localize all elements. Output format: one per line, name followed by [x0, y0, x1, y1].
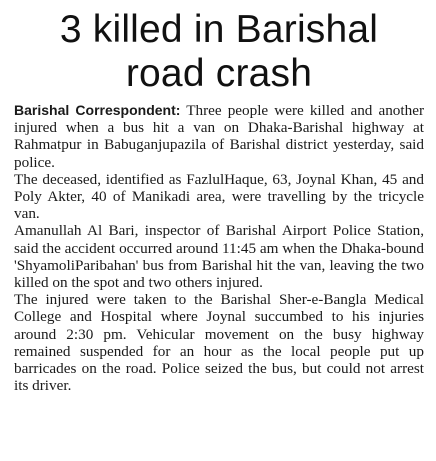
headline-line-1: 3 killed in Barishal	[59, 8, 379, 51]
paragraph-3: Amanullah Al Bari, inspector of Barishal Airport Police Station, said the accident occurred around 11:45 am when the Dhaka-bound 'ShyamoliParibahan' bus from Barishal hit the van, leaving the two killed on the spot and two others injured.	[14, 222, 424, 292]
headline	[14, 8, 424, 96]
paragraph-4: The injured were taken to the Barishal Sher-e-Bangla Medical College and Hospital where Joynal succumbed to his injuries around 2:30 pm. Vehicular movement on the busy highway remained suspended for an hour as the local people put up barricades on the road. Police seized the bus, but could not arrest its driver.	[14, 291, 424, 395]
article-body	[14, 102, 424, 394]
paragraph-2: The deceased, identified as FazlulHaque, 63, Joynal Khan, 45 and Poly Akter, 40 of Manikadi area, were travelling by the tricycle van.	[14, 170, 424, 223]
paragraph-1	[14, 102, 424, 171]
dateline: Barishal Correspondent:	[14, 102, 181, 118]
headline-line-2: road crash	[125, 52, 313, 95]
news-article	[14, 0, 424, 394]
paragraph-1-text: Three people were killed and another injured when a bus hit a van on Dhaka-Barishal highway at Rahmatpur in Babuganjupazila of Barishal district yesterday, said police.	[14, 102, 425, 171]
